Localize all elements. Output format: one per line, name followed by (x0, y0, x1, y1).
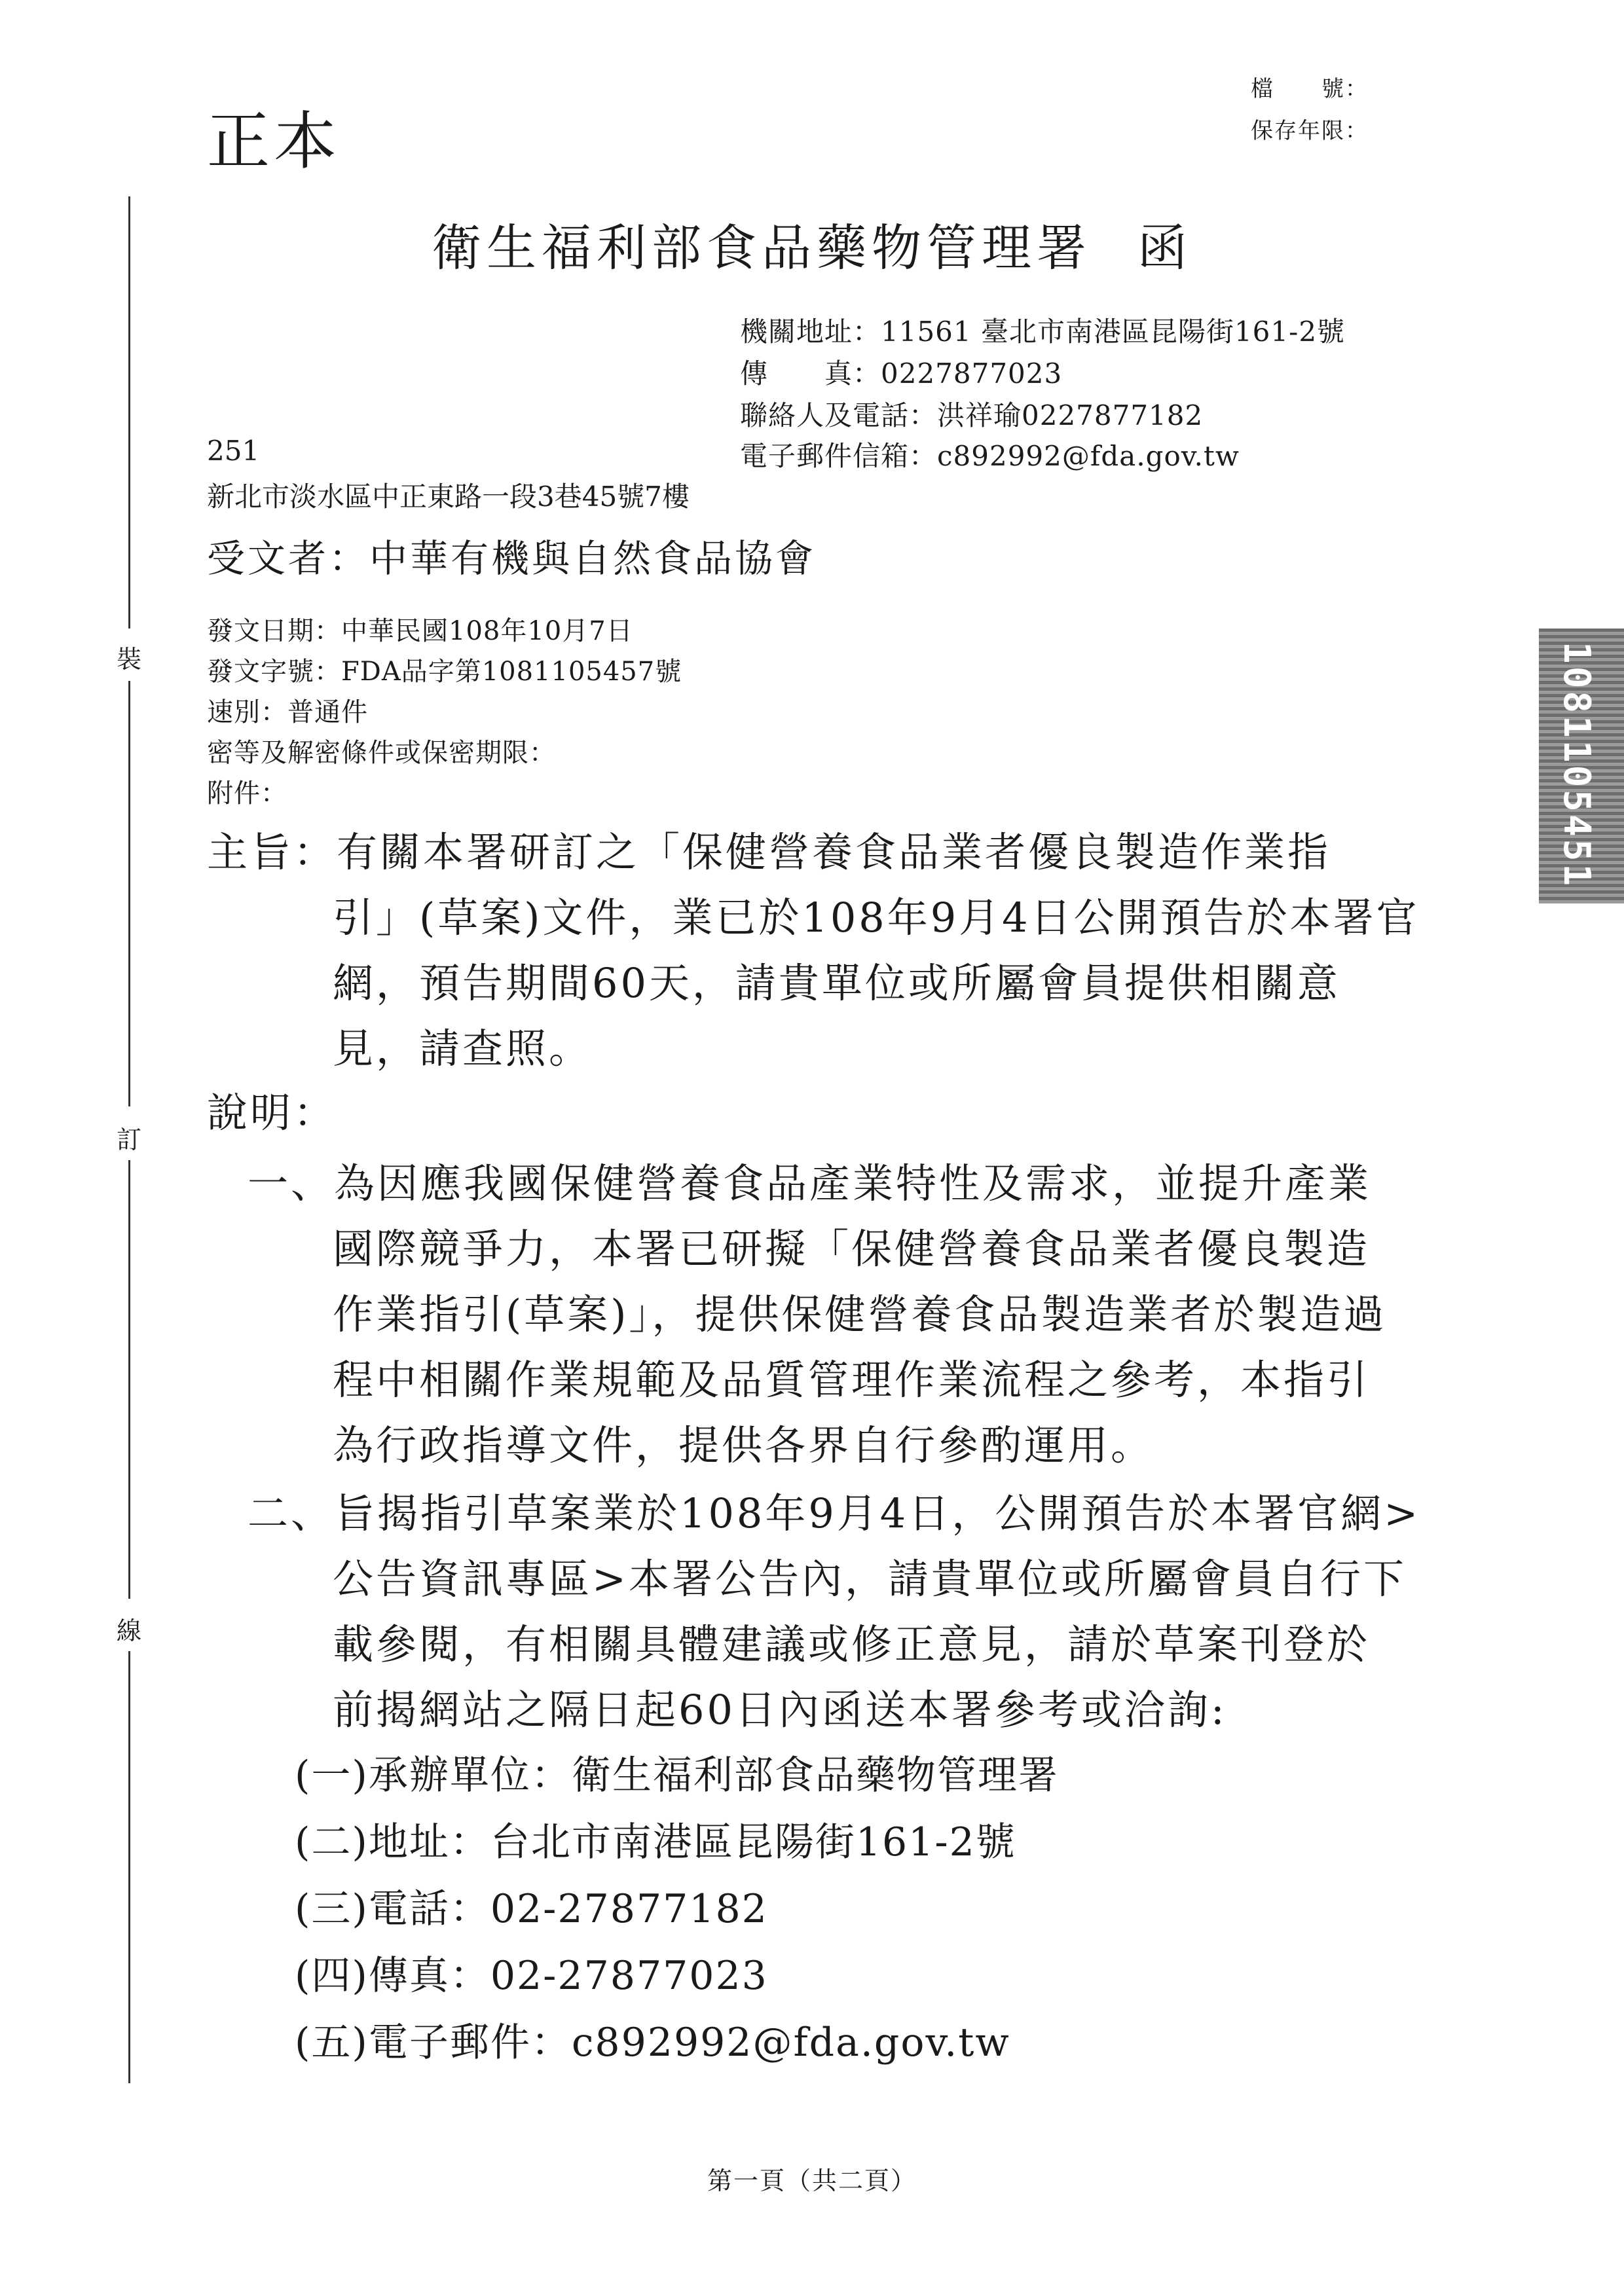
recipient-postal-code: 251 (207, 435, 260, 467)
document-title (0, 208, 1624, 280)
binding-line (128, 1160, 130, 1599)
sender-fax: 傳 真：0227877023 (740, 357, 1063, 390)
recipient-address: 新北市淡水區中正東路一段3巷45號7樓 (207, 481, 690, 513)
contact-sub-item: (一)承辦單位：衛生福利部食品藥物管理署 (295, 1753, 1059, 1798)
subject-line: 見，請查照。 (333, 1025, 593, 1072)
explanation-heading: 說明： (207, 1089, 337, 1137)
delivery-speed: 速別：普通件 (207, 697, 368, 727)
receipt-number-stamp (1539, 629, 1624, 903)
binding-mark: 線 (117, 1616, 142, 1645)
binding-mark: 訂 (117, 1125, 142, 1154)
file-number-label: 檔 號： (1251, 76, 1369, 102)
explanation-item-line: 二、旨揭指引草案業於108年9月4日，公開預告於本署官網> (248, 1489, 1421, 1537)
explanation-item-line: 公告資訊專區>本署公告內，請貴單位或所屬會員自行下 (333, 1555, 1407, 1603)
binding-line (128, 1651, 130, 2083)
document-type: 函 (1137, 219, 1192, 277)
confidentiality: 密等及解密條件或保密期限： (207, 738, 556, 768)
explanation-item-line: 程中相關作業規範及品質管理作業流程之參考，本指引 (333, 1356, 1371, 1404)
recipient: 受文者：中華有機與自然食品協會 (207, 536, 817, 581)
agency-name: 衛生福利部食品藥物管理署 (432, 219, 1092, 277)
subject-line: 引」(草案)文件，業已於108年9月4日公開預告於本署官 (333, 894, 1420, 941)
subject-line: 主旨：有關本署研訂之「保健營養食品業者優良製造作業指 (207, 828, 1331, 876)
explanation-item-line: 載參閱，有相關具體建議或修正意見，請於草案刊登於 (333, 1620, 1371, 1668)
sender-contact-person: 聯絡人及電話：洪祥瑜0227877182 (740, 399, 1204, 431)
contact-sub-item: (三)電話：02-27877182 (295, 1886, 768, 1932)
contact-sub-item: (四)傳真：02-27877023 (295, 1953, 768, 1999)
explanation-item-line: 一、為因應我國保健營養食品產業特性及需求，並提升產業 (248, 1159, 1372, 1207)
binding-mark: 裝 (117, 645, 142, 674)
retention-period-label: 保存年限： (1251, 118, 1369, 144)
binding-line (128, 196, 130, 629)
issue-date: 發文日期：中華民國108年10月7日 (207, 616, 633, 646)
sender-email: 電子郵件信箱：c892992@fda.gov.tw (740, 440, 1240, 472)
document-number: 發文字號：FDA品字第1081105457號 (207, 657, 682, 687)
receipt-number: 1081105451 (1555, 642, 1598, 889)
explanation-item-line: 作業指引(草案)」，提供保健營養食品製造業者於製造過 (333, 1290, 1387, 1338)
explanation-item-line: 前揭網站之隔日起60日內函送本署參考或洽詢: (333, 1686, 1227, 1734)
original-copy-stamp: 正本 (207, 105, 341, 178)
contact-sub-item: (二)地址：台北市南港區昆陽街161-2號 (295, 1819, 1016, 1865)
binding-line (128, 681, 130, 1106)
page-number: 第一頁（共二頁） (707, 2166, 917, 2195)
explanation-item-line: 為行政指導文件，提供各界自行參酌運用。 (333, 1421, 1154, 1469)
attachment: 附件： (207, 778, 287, 809)
subject-line: 網，預告期間60天，請貴單位或所屬會員提供相關意 (333, 959, 1340, 1007)
contact-sub-item: (五)電子郵件：c892992@fda.gov.tw (295, 2020, 1010, 2066)
explanation-item-line: 國際競爭力，本署已研擬「保健營養食品業者優良製造 (333, 1225, 1371, 1273)
sender-address: 機關地址：11561 臺北市南港區昆陽街161-2號 (740, 316, 1346, 348)
